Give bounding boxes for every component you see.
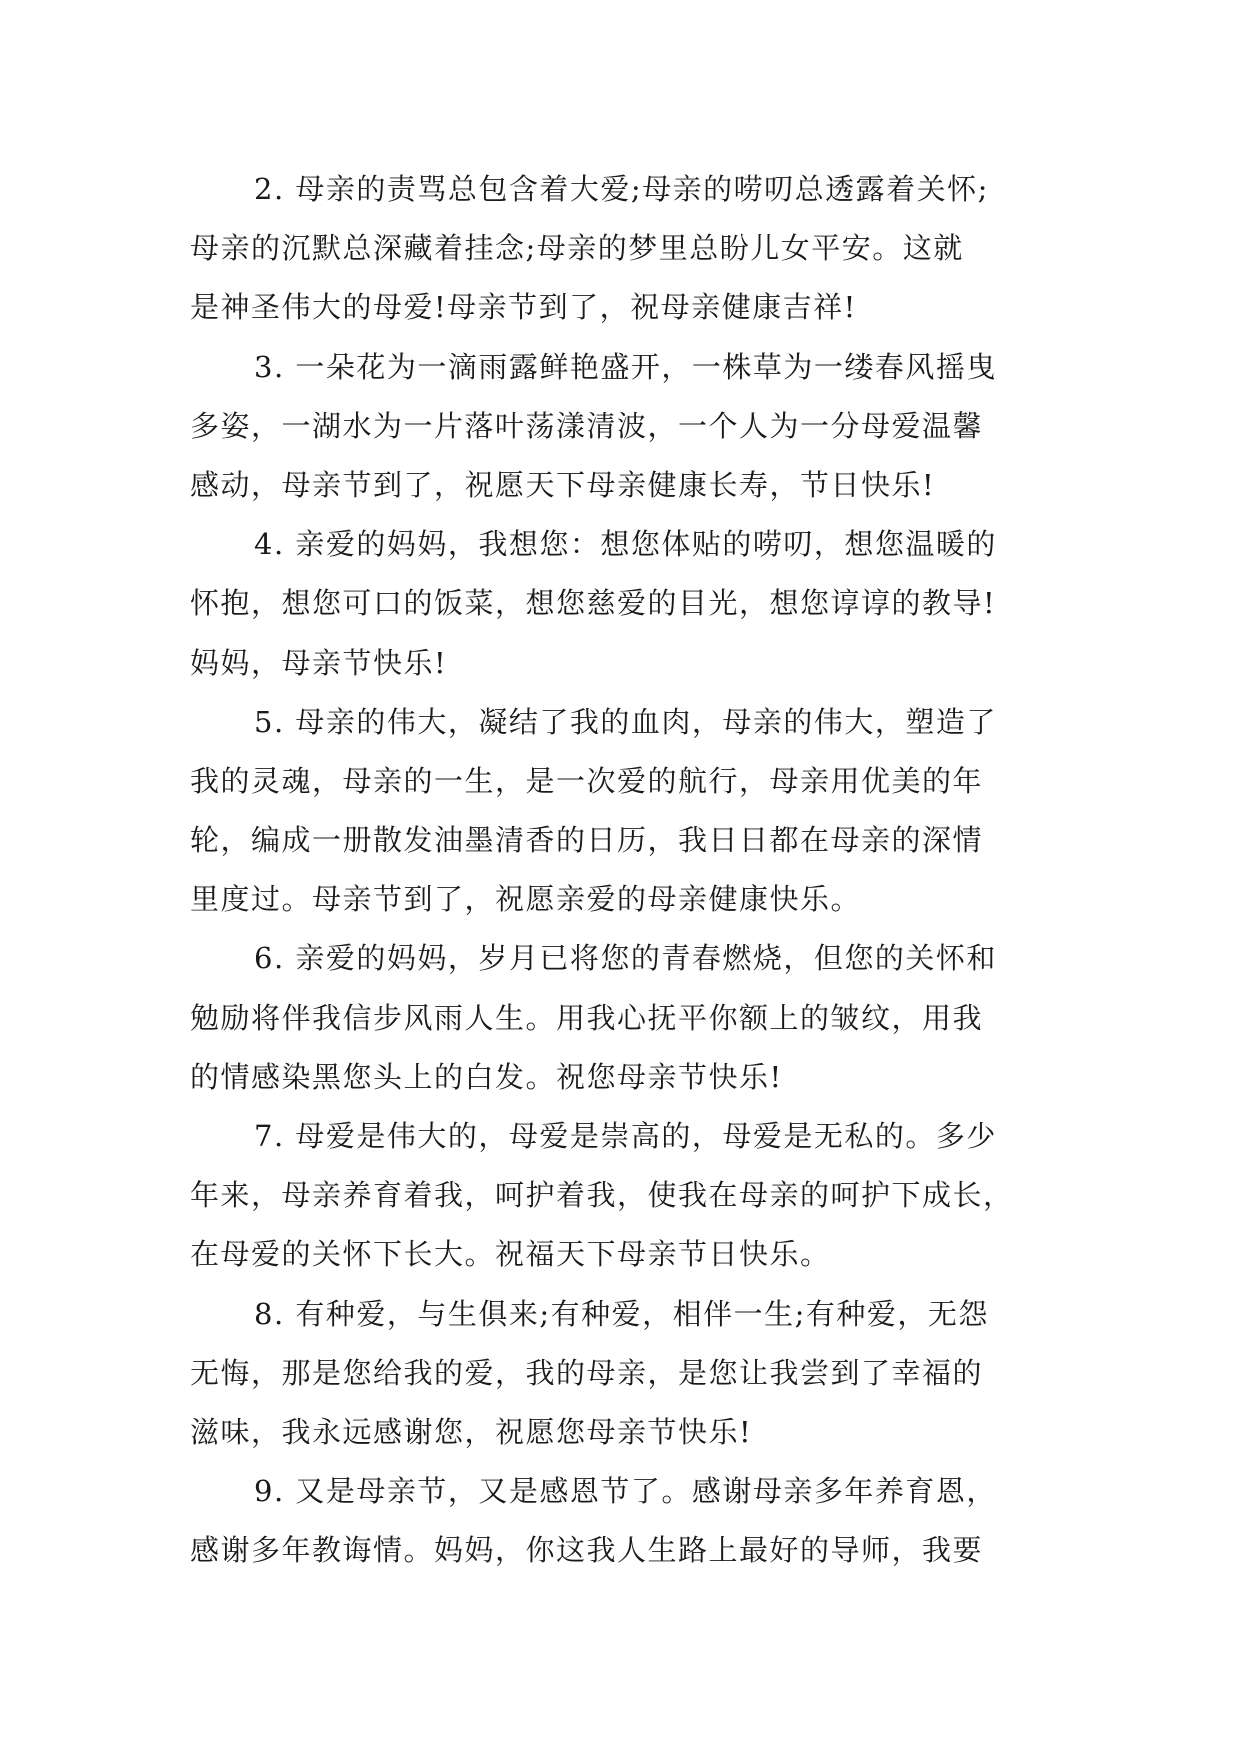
- text-line: 勉励将伴我信步风雨人生。用我心抚平你额上的皱纹，用我: [190, 1000, 984, 1035]
- text-line: 多姿，一湖水为一片落叶荡漾清波，一个人为一分母爱温馨: [190, 408, 984, 443]
- text-line: 4. 亲爱的妈妈，我想您：想您体贴的唠叨，想您温暖的: [254, 527, 997, 562]
- text-line: 我的灵魂，母亲的一生，是一次爱的航行，母亲用优美的年: [190, 763, 984, 798]
- paragraph-9: [190, 1462, 1062, 1580]
- paragraph-5: [190, 693, 1062, 930]
- text-line: 无悔，那是您给我的爱，我的母亲，是您让我尝到了幸福的: [190, 1355, 984, 1390]
- paragraph-8: [190, 1285, 1062, 1463]
- document-body: [190, 160, 1062, 1581]
- text-line: 妈妈，母亲节快乐!: [190, 645, 448, 680]
- paragraph-6: [190, 929, 1062, 1107]
- text-line: 怀抱，想您可口的饭菜，想您慈爱的目光，想您谆谆的教导!: [190, 586, 997, 621]
- paragraph-3: [190, 338, 1062, 516]
- text-line: 感谢多年教诲情。妈妈，你这我人生路上最好的导师，我要: [190, 1533, 984, 1568]
- paragraph-7: [190, 1107, 1062, 1285]
- text-line: 的情感染黑您头上的白发。祝您母亲节快乐!: [190, 1059, 783, 1094]
- text-line: 在母爱的关怀下长大。祝福天下母亲节日快乐。: [190, 1237, 831, 1272]
- text-line: 滋味，我永远感谢您，祝愿您母亲节快乐!: [190, 1414, 753, 1449]
- text-line: 5. 母亲的伟大，凝结了我的血肉，母亲的伟大，塑造了: [254, 704, 997, 739]
- text-line: 里度过。母亲节到了，祝愿亲爱的母亲健康快乐。: [190, 882, 862, 917]
- text-line: 8. 有种爱，与生俱来;有种爱，相伴一生;有种爱，无怨: [254, 1296, 989, 1331]
- text-line: 9. 又是母亲节，又是感恩节了。感谢母亲多年养育恩，: [254, 1474, 997, 1509]
- paragraph-4: [190, 515, 1062, 693]
- text-line: 年来，母亲养育着我，呵护着我，使我在母亲的呵护下成长，: [190, 1178, 1014, 1213]
- text-line: 2. 母亲的责骂总包含着大爱;母亲的唠叨总透露着关怀;: [254, 172, 989, 206]
- text-line: 6. 亲爱的妈妈，岁月已将您的青春燃烧，但您的关怀和: [254, 941, 997, 976]
- text-line: 感动，母亲节到了，祝愿天下母亲健康长寿，节日快乐!: [190, 467, 936, 502]
- text-line: 7. 母爱是伟大的，母爱是崇高的，母爱是无私的。多少: [254, 1119, 997, 1153]
- text-line: 是神圣伟大的母爱!母亲节到了，祝母亲健康吉祥!: [190, 290, 857, 325]
- text-line: 轮，编成一册散发油墨清香的日历，我日日都在母亲的深情: [190, 823, 984, 858]
- text-line: 3. 一朵花为一滴雨露鲜艳盛开，一株草为一缕春风摇曳: [254, 349, 997, 384]
- paragraph-2: [190, 160, 1062, 338]
- text-line: 母亲的沉默总深藏着挂念;母亲的梦里总盼儿女平安。这就: [190, 231, 964, 266]
